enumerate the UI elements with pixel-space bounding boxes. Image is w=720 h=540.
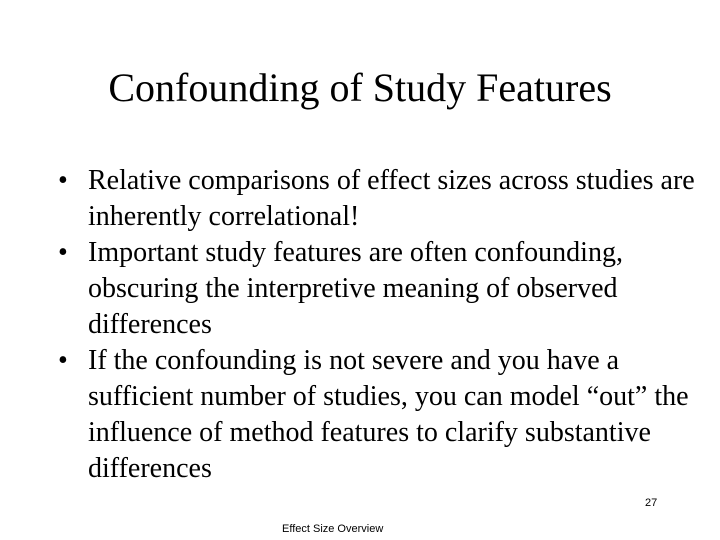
bullet-text: Relative comparisons of effect sizes across studies are inherently correlational! <box>88 165 695 232</box>
bullet-dot-icon: • <box>58 237 68 268</box>
bullet-item <box>58 235 698 343</box>
bullet-item <box>58 343 698 487</box>
bullet-dot-icon: • <box>58 165 68 196</box>
bullet-text: Important study features are often confounding, obscuring the interpretive meaning of observed differences <box>88 237 623 340</box>
bullet-text: If the confounding is not severe and you have a sufficient number of studies, you can model “out” the influence of method features to clarify substantive differences <box>88 345 689 484</box>
bullet-list <box>58 163 698 487</box>
bullet-item <box>58 163 698 235</box>
slide-number: 27 <box>645 497 658 509</box>
slide-title: Confounding of Study Features <box>108 65 612 110</box>
footer-text: Effect Size Overview <box>282 523 384 535</box>
bullet-dot-icon: • <box>58 345 68 376</box>
